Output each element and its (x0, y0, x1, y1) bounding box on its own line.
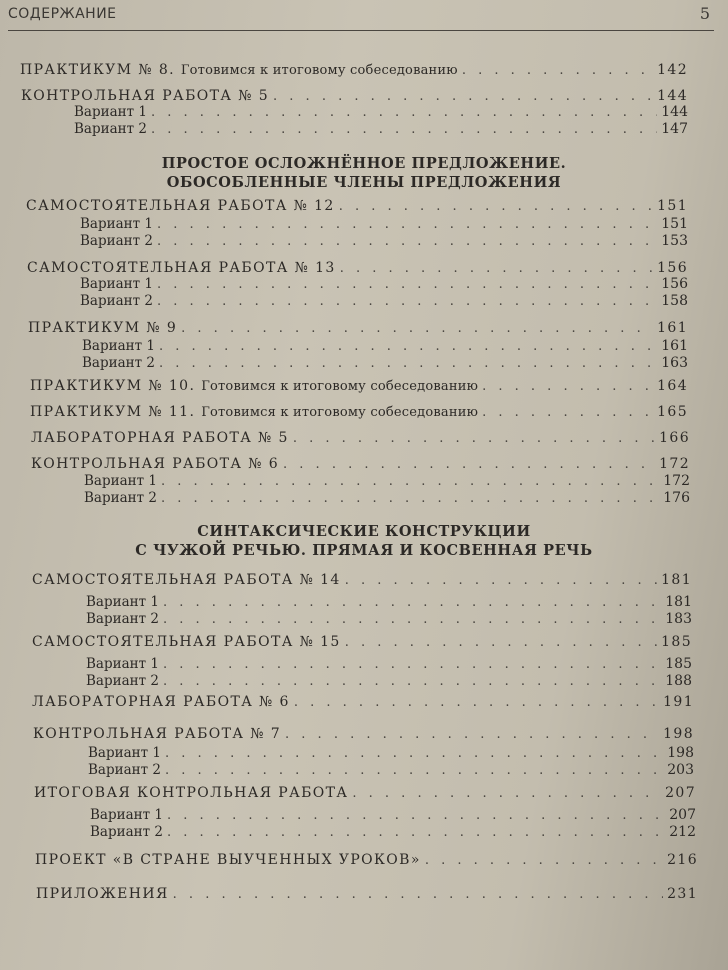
toc-entry (80, 276, 688, 292)
toc-entry-title: КОНТРОЛЬНАЯ РАБОТА № 5 (21, 88, 270, 104)
toc-entry-title: ПРАКТИКУМ № 10. (30, 378, 196, 394)
toc-entry-title: САМОСТОЯТЕЛЬНАЯ РАБОТА № 14 (32, 572, 341, 588)
toc-entry-title: ЛАБОРАТОРНАЯ РАБОТА № 5 (31, 430, 289, 446)
toc-entry-title: ПРИЛОЖЕНИЯ (36, 886, 169, 902)
toc-entry-title: Вариант 2 (90, 824, 164, 840)
toc-entry-subtitle: Готовимся к итоговому собеседованию (180, 63, 458, 78)
toc-entry-title: ПРАКТИКУМ № 11. (30, 404, 196, 420)
toc-entry-title: Вариант 2 (82, 355, 156, 371)
toc-entry-title: Вариант 1 (82, 338, 156, 354)
dot-leader (157, 294, 657, 309)
toc-entry-title: Вариант 1 (90, 807, 164, 823)
toc-page-number: 207 (665, 785, 696, 801)
toc-page-number: 165 (657, 404, 688, 420)
toc-entry-title: Вариант 2 (80, 233, 154, 249)
toc-entry-title: Вариант 1 (86, 656, 160, 672)
toc-entry (74, 121, 688, 137)
toc-page-number: 144 (661, 104, 688, 120)
toc-entry (30, 404, 688, 420)
toc-entry-title: ЛАБОРАТОРНАЯ РАБОТА № 6 (32, 694, 290, 710)
dot-leader (151, 105, 657, 120)
toc-entry-title: Вариант 1 (84, 473, 158, 489)
section-heading (0, 523, 728, 559)
toc-entry (27, 260, 688, 276)
toc-page-number: 172 (663, 473, 690, 489)
page-number: 5 (699, 4, 710, 23)
toc-entry-title: ПРАКТИКУМ № 8. (20, 62, 176, 78)
toc-entry (26, 198, 688, 214)
toc-entry (82, 355, 688, 371)
dot-leader (165, 763, 663, 778)
toc-entry (80, 293, 688, 309)
toc-entry (86, 594, 692, 610)
toc-page-number: 164 (657, 378, 688, 394)
toc-entry-title: Вариант 2 (88, 762, 162, 778)
toc-entry (31, 456, 690, 472)
toc-entry (28, 320, 688, 336)
section-heading-line: С ЧУЖОЙ РЕЧЬЮ. ПРЯМАЯ И КОСВЕННАЯ РЕЧЬ (135, 542, 593, 559)
toc-entry-title: Вариант 1 (74, 104, 148, 120)
dot-leader (285, 727, 659, 742)
section-heading-line: СИНТАКСИЧЕСКИЕ КОНСТРУКЦИИ (197, 523, 531, 540)
dot-leader (462, 63, 653, 78)
dot-leader (159, 356, 657, 371)
dot-leader (339, 199, 653, 214)
toc-entry (33, 726, 694, 742)
dot-leader (352, 786, 661, 801)
toc-entry-title: Вариант 1 (88, 745, 162, 761)
dot-leader (165, 746, 663, 761)
dot-leader (425, 853, 663, 868)
toc-entry-title: Вариант 1 (80, 276, 154, 292)
dot-leader (161, 491, 659, 506)
dot-leader (181, 321, 653, 336)
section-heading (0, 155, 728, 191)
toc-page-number: 156 (657, 260, 688, 276)
dot-leader (283, 457, 655, 472)
toc-page-number: 216 (667, 852, 698, 868)
dot-leader (340, 261, 653, 276)
toc-page-number: 151 (661, 216, 688, 232)
toc-page-number: 181 (661, 572, 692, 588)
toc-entry (84, 490, 690, 506)
toc-page-number: 153 (661, 233, 688, 249)
toc-page-number: 163 (661, 355, 688, 371)
section-heading-line: ПРОСТОЕ ОСЛОЖНЁННОЕ ПРЕДЛОЖЕНИЕ. (161, 155, 567, 172)
toc-page-number: 181 (665, 594, 692, 610)
toc-entry (34, 785, 696, 801)
dot-leader (163, 674, 661, 689)
dot-leader (167, 825, 665, 840)
toc-entry-title: Вариант 1 (86, 594, 160, 610)
toc-page-number: 198 (663, 726, 694, 742)
toc-entry-title: КОНТРОЛЬНАЯ РАБОТА № 7 (33, 726, 282, 742)
toc-entry-title: Вариант 2 (86, 673, 160, 689)
toc-entry (32, 572, 692, 588)
toc-entry (36, 886, 698, 902)
toc-page-number: 142 (657, 62, 688, 78)
toc-entry (32, 694, 694, 710)
toc-entry (21, 88, 688, 104)
dot-leader (345, 635, 657, 650)
toc-page-number: 212 (669, 824, 696, 840)
toc-entry-title: САМОСТОЯТЕЛЬНАЯ РАБОТА № 12 (26, 198, 335, 214)
toc-entry (35, 852, 698, 868)
toc-entry-title: Вариант 2 (80, 293, 154, 309)
toc-entry-title: Вариант 1 (80, 216, 154, 232)
toc-entry-title: САМОСТОЯТЕЛЬНАЯ РАБОТА № 13 (27, 260, 336, 276)
dot-leader (151, 122, 657, 137)
toc-entry (32, 634, 692, 650)
toc-page-number: 147 (661, 121, 688, 137)
dot-leader (163, 612, 661, 627)
toc-entry (88, 762, 694, 778)
dot-leader (161, 474, 659, 489)
toc-entry-title: Вариант 2 (84, 490, 158, 506)
toc-entry (30, 378, 688, 394)
dot-leader (345, 573, 657, 588)
dot-leader (482, 405, 653, 420)
toc-page-number: 185 (665, 656, 692, 672)
header-title: СОДЕРЖАНИЕ (8, 6, 117, 22)
toc-entry (31, 430, 690, 446)
toc-entry-subtitle: Готовимся к итоговому собеседованию (201, 405, 479, 420)
toc-entry-title: САМОСТОЯТЕЛЬНАЯ РАБОТА № 15 (32, 634, 341, 650)
toc-page-number: 198 (667, 745, 694, 761)
toc-page-number: 176 (663, 490, 690, 506)
toc-entry (80, 233, 688, 249)
toc-page-number: 172 (659, 456, 690, 472)
toc-page-number: 156 (661, 276, 688, 292)
dot-leader (159, 339, 657, 354)
toc-page-number: 188 (665, 673, 692, 689)
toc-entry (84, 473, 690, 489)
toc-page-number: 158 (661, 293, 688, 309)
toc-page-number: 161 (661, 338, 688, 354)
toc-entry (90, 807, 696, 823)
toc-entry-title: ПРАКТИКУМ № 9 (28, 320, 178, 336)
toc-page-number: 185 (661, 634, 692, 650)
toc-page-number: 203 (667, 762, 694, 778)
toc-page-number: 191 (663, 694, 694, 710)
toc-page-number: 183 (665, 611, 692, 627)
dot-leader (157, 234, 657, 249)
toc-page-number: 166 (659, 430, 690, 446)
dot-leader (157, 217, 657, 232)
toc-entry (74, 104, 688, 120)
toc-entry (86, 656, 692, 672)
toc-entry-title: ПРОЕКТ «В СТРАНЕ ВЫУЧЕННЫХ УРОКОВ» (35, 852, 421, 868)
toc-entry (80, 216, 688, 232)
dot-leader (293, 431, 655, 446)
dot-leader (273, 89, 653, 104)
dot-leader (294, 695, 659, 710)
dot-leader (482, 379, 653, 394)
toc-entry-title: Вариант 2 (74, 121, 148, 137)
toc-page-number: 161 (657, 320, 688, 336)
dot-leader (167, 808, 665, 823)
dot-leader (173, 887, 663, 902)
toc-entry (86, 673, 692, 689)
toc-entry-subtitle: Готовимся к итоговому собеседованию (201, 379, 479, 394)
toc-entry (90, 824, 696, 840)
toc-entry (86, 611, 692, 627)
toc-page-number: 231 (667, 886, 698, 902)
toc-entry-title: ИТОГОВАЯ КОНТРОЛЬНАЯ РАБОТА (34, 785, 349, 801)
toc-page-number: 207 (669, 807, 696, 823)
toc-entry (82, 338, 688, 354)
toc-entry-title: КОНТРОЛЬНАЯ РАБОТА № 6 (31, 456, 280, 472)
toc-page-number: 144 (657, 88, 688, 104)
dot-leader (163, 657, 661, 672)
toc-entry (20, 62, 688, 78)
toc-page-number: 151 (657, 198, 688, 214)
dot-leader (157, 277, 657, 292)
toc-entry-title: Вариант 2 (86, 611, 160, 627)
toc-entry (88, 745, 694, 761)
section-heading-line: ОБОСОБЛЕННЫЕ ЧЛЕНЫ ПРЕДЛОЖЕНИЯ (166, 174, 562, 191)
dot-leader (163, 595, 661, 610)
